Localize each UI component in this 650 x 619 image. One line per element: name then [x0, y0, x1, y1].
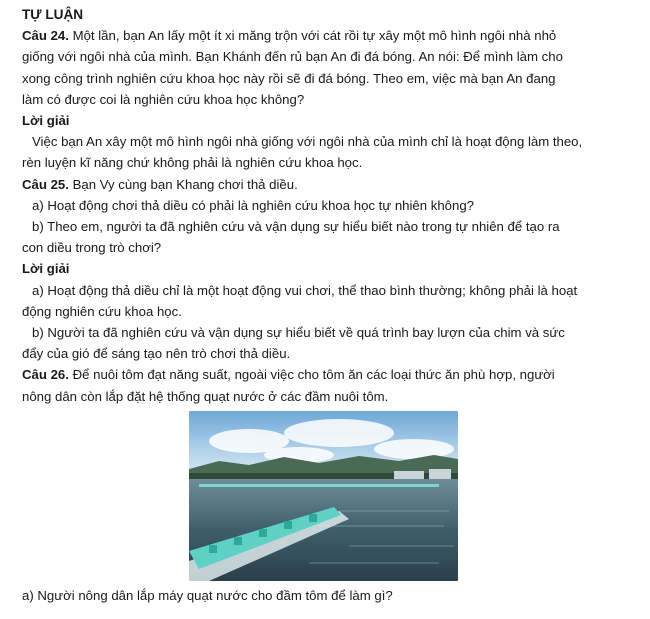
q26-line-2: nông dân còn lắp đặt hệ thống quạt nước ở các đầm nuôi tôm. [22, 388, 389, 404]
q25-answer-a-line-2: động nghiên cứu khoa học. [22, 303, 182, 319]
q25-answer-a-line-1: a) Hoạt động thả diều chỉ là một hoạt động vui chơi, thể thao bình thường; không phải là hoạt [32, 282, 578, 298]
q25-part-b-line-1: b) Theo em, người ta đã nghiên cứu và vận dụng sự hiểu biết nào trong tự nhiên để tạo ra [32, 219, 560, 235]
document-page [22, 4, 630, 606]
q25-part-b-line-2: con diều trong trò chơi? [22, 240, 162, 256]
q24-line-4: làm có được coi là nghiên cứu khoa học không? [22, 91, 305, 107]
q24-label: Câu 24. [22, 28, 69, 44]
far-aerator-line [199, 484, 439, 487]
q24-line-3: xong công trình nghiên cứu khoa học này rồi sẽ đi đá bóng. Theo em, việc mà bạn An đang [22, 70, 556, 86]
q24-solution-label: Lời giải [22, 113, 70, 129]
q25-line-1 [22, 174, 630, 195]
q26-line-1 [22, 364, 630, 385]
q26-label: Câu 26. [22, 367, 69, 383]
q24-text-1: Một lần, bạn An lấy một ít xi măng trộn với cát rồi tự xây một mô hình ngôi nhà nhỏ [68, 28, 557, 44]
section-title: TỰ LUẬN [22, 7, 84, 22]
q25-label: Câu 25. [22, 176, 69, 192]
q24-line-1 [22, 25, 630, 46]
q25-answer-b-line-2: đẩy của gió để sáng tạo nên trò chơi thả diều. [22, 346, 291, 362]
q25-solution-label: Lời giải [22, 261, 70, 277]
q26-question-a: a) Người nông dân lắp máy quạt nước cho đầm tôm để làm gì? [22, 587, 393, 603]
q25-answer-b-line-1: b) Người ta đã nghiên cứu và vận dụng sự hiểu biết về quá trình bay lượn của chim và sức [32, 325, 565, 341]
q24-line-2: giống với ngôi nhà của mình. Bạn Khánh đến rủ bạn An đi đá bóng. An nói: Để mình làm cho [22, 49, 563, 65]
q24-answer-line-2: rèn luyện kĩ năng chứ không phải là nghiên cứu khoa học. [22, 155, 363, 171]
q26-text-1: Để nuôi tôm đạt năng suất, ngoài việc cho tôm ăn các loại thức ăn phù hợp, người [68, 367, 555, 383]
shrimp-pond-photo [189, 411, 458, 581]
q25-intro: Bạn Vy cùng bạn Khang chơi thả diều. [68, 176, 298, 192]
q24-answer-line-1: Việc bạn An xây một mô hình ngôi nhà giống với ngôi nhà của mình chỉ là hoạt động làm theo, [32, 134, 583, 150]
q25-part-a: a) Hoạt động chơi thả diều có phải là nghiên cứu khoa học tự nhiên không? [32, 197, 475, 213]
